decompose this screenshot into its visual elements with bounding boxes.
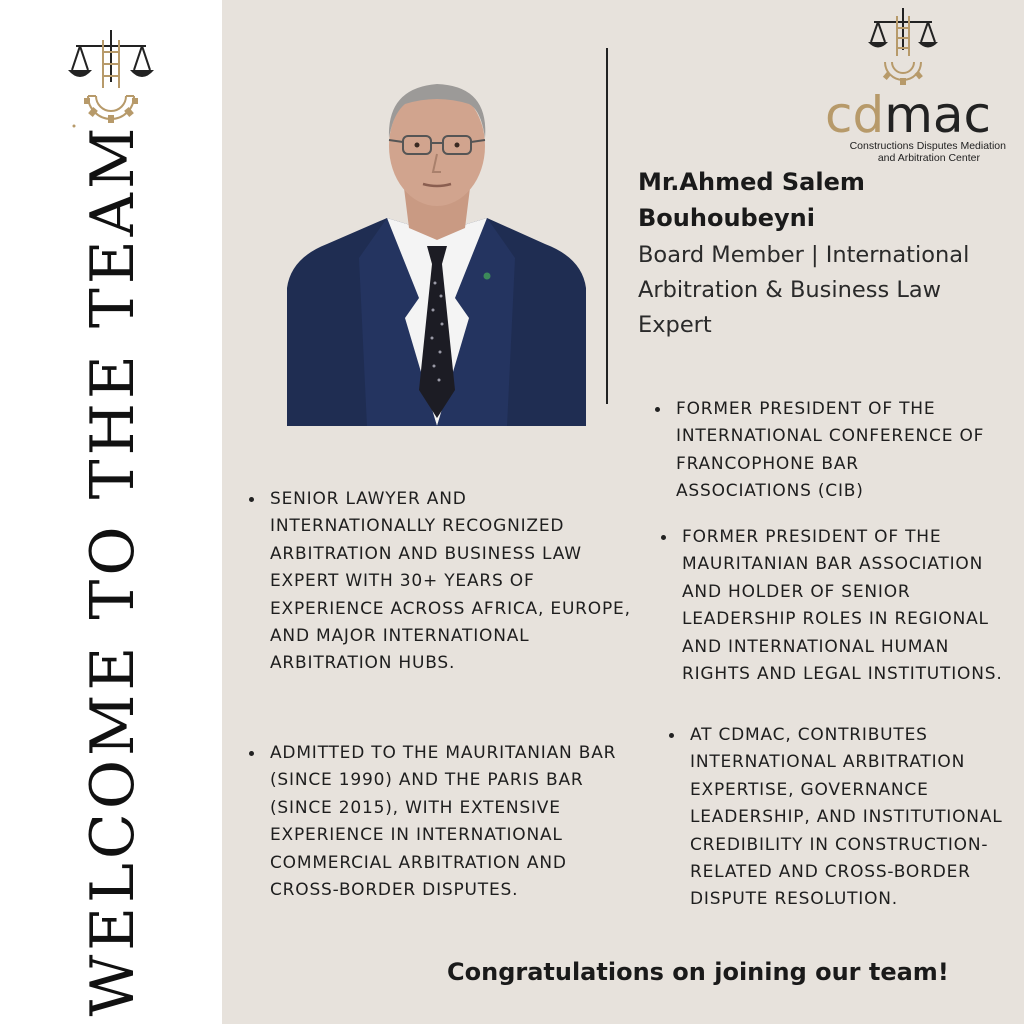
bullet-mauritanian-bar-president: FORMER PRESIDENT OF THE MAURITANIAN BAR ASSOCIATION AND HOLDER OF SENIOR LEADERSHIP ROLES IN REGIONAL AND INTERNATIONAL HUMAN RIGHTS AND LEGAL INSTITUTIONS. xyxy=(660,524,1024,688)
member-name-line1: Mr.Ahmed Salem xyxy=(638,168,865,196)
brand-subtitle-line2: and Arbitration Center xyxy=(877,152,980,164)
left-sidebar xyxy=(0,0,222,1024)
scales-gear-icon xyxy=(66,26,156,136)
brand-block xyxy=(806,6,1006,166)
bullet-list-cdmac xyxy=(668,722,1008,914)
member-role-line3: Expert xyxy=(638,312,712,338)
brand-subtitle xyxy=(806,140,1006,164)
member-role-line1: Board Member | International xyxy=(638,242,970,268)
welcome-title: WELCOME TO THE TEAM xyxy=(78,123,148,1017)
portrait-photo xyxy=(287,68,586,426)
bullet-senior-lawyer: SENIOR LAWYER AND INTERNATIONALLY RECOGNIZED ARBITRATION AND BUSINESS LAW EXPERT WITH 30+ YEARS OF EXPERIENCE ACROSS AFRICA, EUROPE, AND MAJOR INTERNATIONAL ARBITRATION HUBS. xyxy=(248,486,633,678)
member-name xyxy=(638,164,1008,236)
bullet-list-mauritanian-bar xyxy=(660,524,1024,688)
bullet-cib-president: FORMER PRESIDENT OF THE INTERNATIONAL CONFERENCE OF FRANCOPHONE BAR ASSOCIATIONS (CIB) xyxy=(654,396,999,506)
brand-name xyxy=(810,86,1006,144)
brand-name-cd: cd xyxy=(824,86,885,144)
scales-gear-icon xyxy=(868,6,938,94)
brand-subtitle-line1: Constructions Disputes Mediation xyxy=(849,140,1006,152)
bullet-bar-admission: ADMITTED TO THE MAURITANIAN BAR (SINCE 1990) AND THE PARIS BAR (SINCE 2015), WITH EXTENSIVE EXPERIENCE IN INTERNATIONAL COMMERCIAL ARBITRATION AND CROSS-BORDER DISPUTES. xyxy=(248,740,633,904)
bullet-list-cib xyxy=(654,396,999,506)
bullet-cdmac-contribution: AT CDMAC, CONTRIBUTES INTERNATIONAL ARBITRATION EXPERTISE, GOVERNANCE LEADERSHIP, AND INSTITUTIONAL CREDIBILITY IN CONSTRUCTION-RELATED AND CROSS-BORDER DISPUTE RESOLUTION. xyxy=(668,722,1008,914)
vertical-divider xyxy=(606,48,608,404)
congratulations-text: Congratulations on joining our team! xyxy=(447,958,949,986)
member-role-line2: Arbitration & Business Law xyxy=(638,277,942,303)
brand-name-mac: mac xyxy=(884,86,992,144)
bullet-list-senior-lawyer xyxy=(248,486,633,678)
member-name-line2: Bouhoubeyni xyxy=(638,204,815,232)
bullet-list-bar-admission xyxy=(248,740,633,904)
member-role xyxy=(638,238,1018,343)
